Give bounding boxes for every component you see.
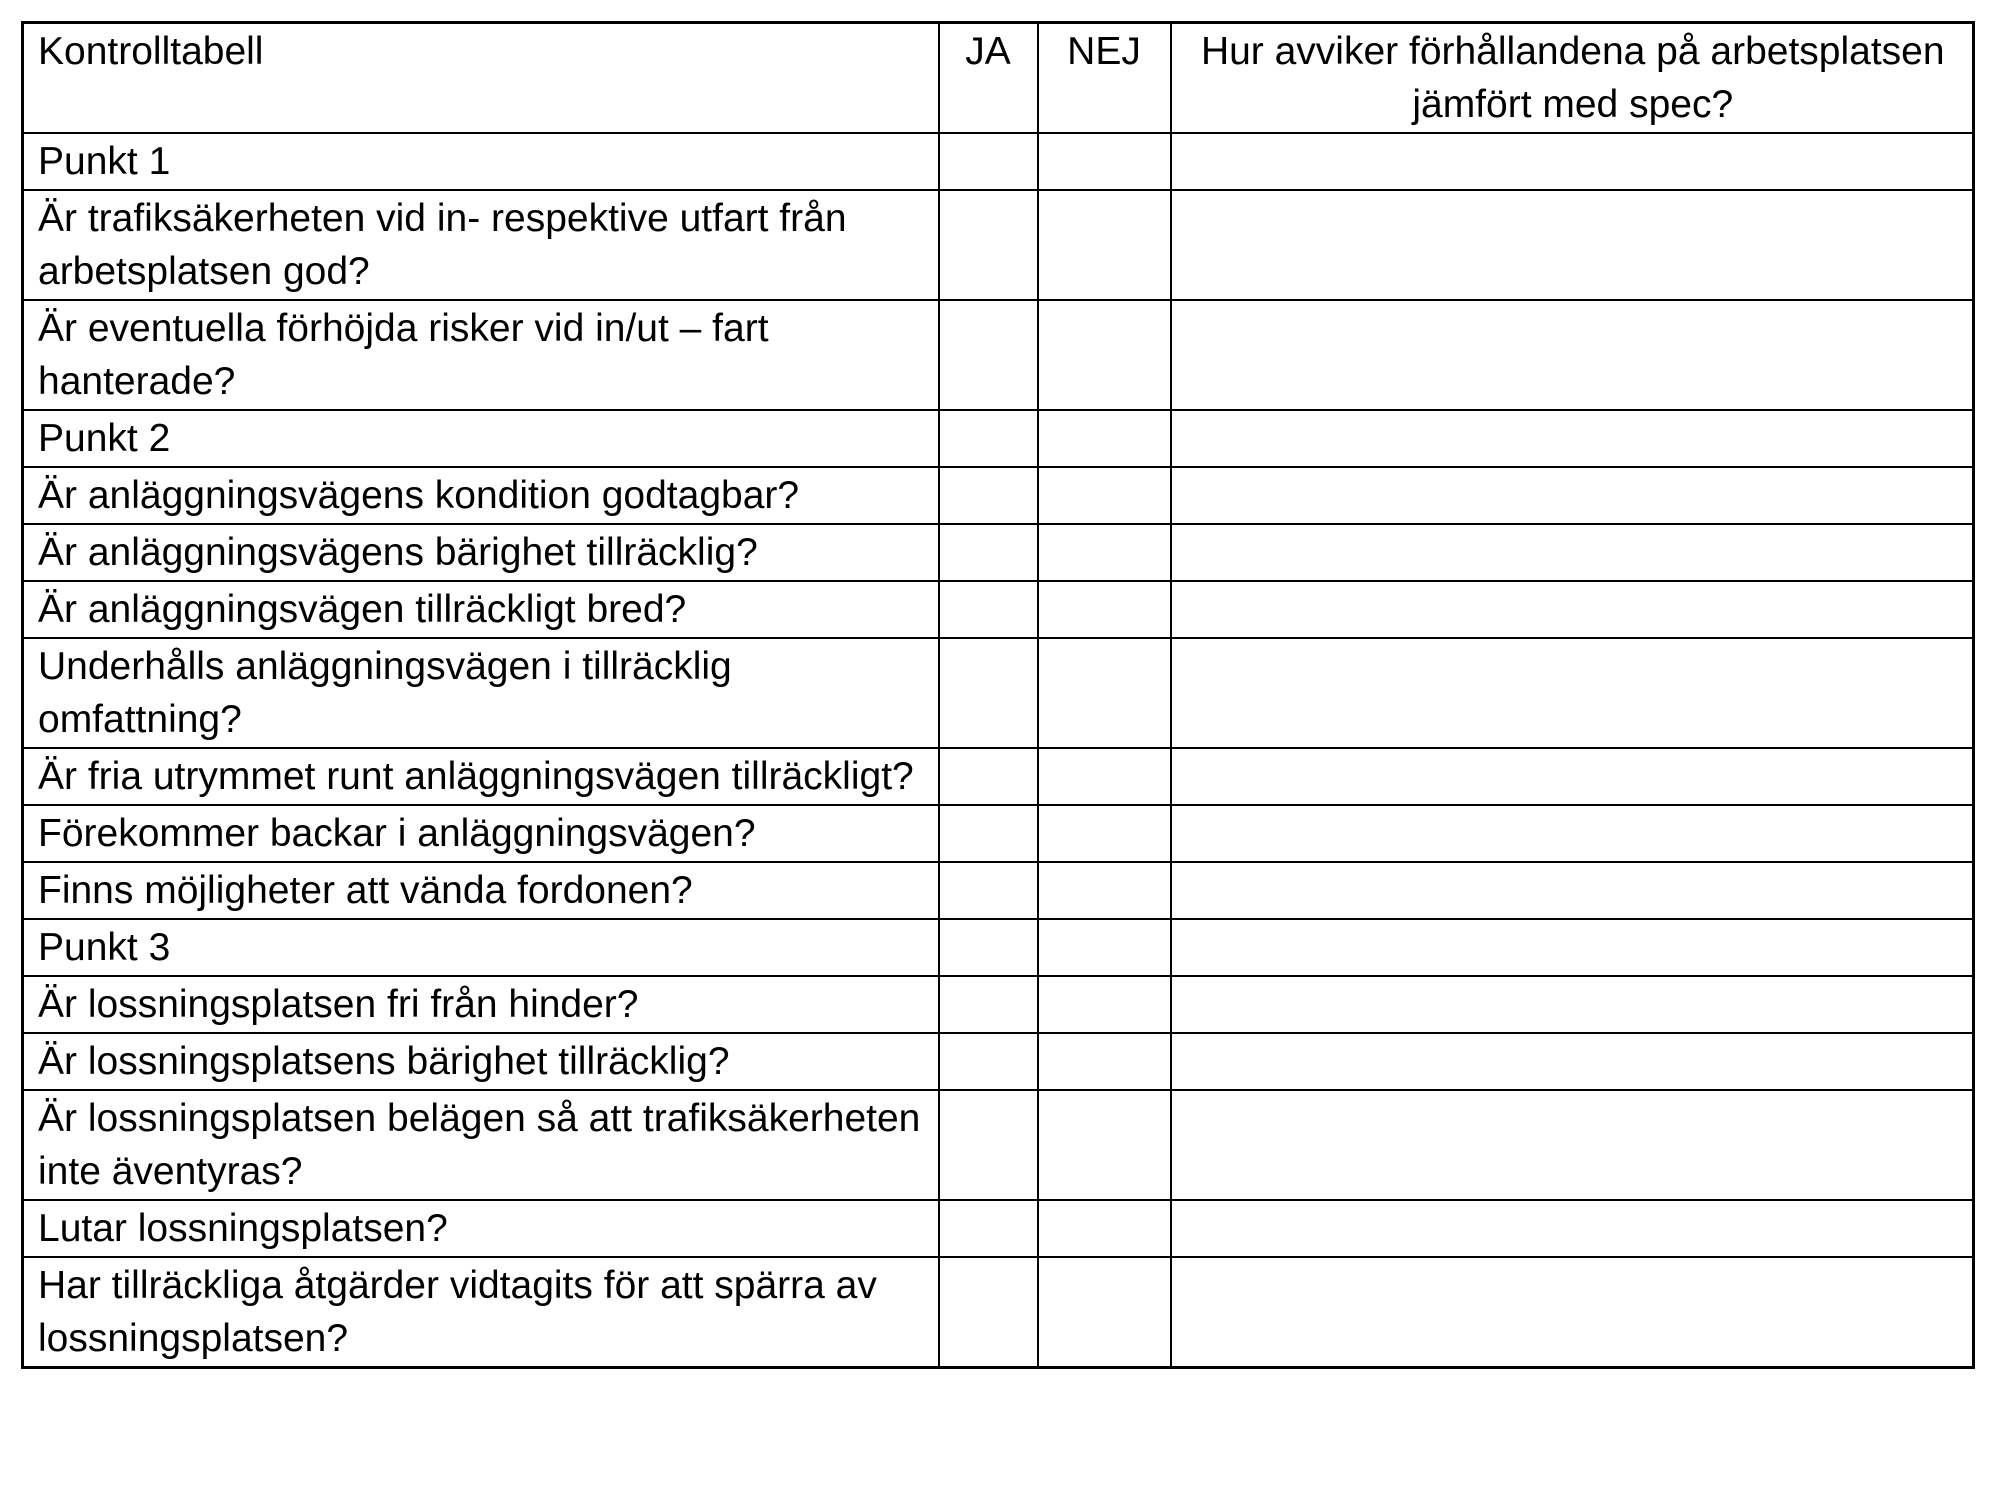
ja-cell[interactable] xyxy=(939,133,1038,190)
table-row xyxy=(23,919,1974,976)
question-cell: Är eventuella förhöjda risker vid in/ut – fart hanterade? xyxy=(23,300,939,410)
nej-cell[interactable] xyxy=(1038,524,1171,581)
ja-cell[interactable] xyxy=(939,467,1038,524)
ja-cell[interactable] xyxy=(939,638,1038,748)
table-body xyxy=(23,133,1974,1368)
nej-cell[interactable] xyxy=(1038,1200,1171,1257)
table-row xyxy=(23,1200,1974,1257)
nej-cell[interactable] xyxy=(1038,638,1171,748)
header-cell-deviation: Hur avviker förhållandena på arbetsplatsen jämfört med spec? xyxy=(1171,23,1974,134)
ja-cell[interactable] xyxy=(939,524,1038,581)
question-cell: Underhålls anläggningsvägen i tillräcklig omfattning? xyxy=(23,638,939,748)
ja-cell[interactable] xyxy=(939,1033,1038,1090)
deviation-cell[interactable] xyxy=(1171,919,1974,976)
nej-cell[interactable] xyxy=(1038,410,1171,467)
nej-cell[interactable] xyxy=(1038,919,1171,976)
table-row xyxy=(23,467,1974,524)
ja-cell[interactable] xyxy=(939,976,1038,1033)
table-row xyxy=(23,748,1974,805)
ja-cell[interactable] xyxy=(939,862,1038,919)
header-cell-ja: JA xyxy=(939,23,1038,134)
question-cell: Är anläggningsvägen tillräckligt bred? xyxy=(23,581,939,638)
table-row xyxy=(23,133,1974,190)
ja-cell[interactable] xyxy=(939,190,1038,300)
ja-cell[interactable] xyxy=(939,1257,1038,1368)
table-header xyxy=(23,23,1974,134)
nej-cell[interactable] xyxy=(1038,133,1171,190)
ja-cell[interactable] xyxy=(939,410,1038,467)
ja-cell[interactable] xyxy=(939,300,1038,410)
deviation-cell[interactable] xyxy=(1171,805,1974,862)
nej-cell[interactable] xyxy=(1038,190,1171,300)
nej-cell[interactable] xyxy=(1038,748,1171,805)
header-cell-kontrolltabell: Kontrolltabell xyxy=(23,23,939,134)
nej-cell[interactable] xyxy=(1038,1257,1171,1368)
deviation-cell[interactable] xyxy=(1171,976,1974,1033)
table-row xyxy=(23,638,1974,748)
deviation-cell[interactable] xyxy=(1171,1090,1974,1200)
question-cell: Punkt 1 xyxy=(23,133,939,190)
header-cell-nej: NEJ xyxy=(1038,23,1171,134)
question-cell: Förekommer backar i anläggningsvägen? xyxy=(23,805,939,862)
control-table xyxy=(21,21,1975,1369)
ja-cell[interactable] xyxy=(939,1200,1038,1257)
question-cell: Punkt 2 xyxy=(23,410,939,467)
question-cell: Är anläggningsvägens bärighet tillräcklig? xyxy=(23,524,939,581)
ja-cell[interactable] xyxy=(939,805,1038,862)
question-cell: Är lossningsplatsen belägen så att trafiksäkerheten inte äventyras? xyxy=(23,1090,939,1200)
table-row xyxy=(23,1033,1974,1090)
ja-cell[interactable] xyxy=(939,1090,1038,1200)
table-row xyxy=(23,805,1974,862)
question-cell: Är trafiksäkerheten vid in- respektive utfart från arbetsplatsen god? xyxy=(23,190,939,300)
table-row xyxy=(23,524,1974,581)
deviation-cell[interactable] xyxy=(1171,862,1974,919)
deviation-cell[interactable] xyxy=(1171,581,1974,638)
question-cell: Punkt 3 xyxy=(23,919,939,976)
nej-cell[interactable] xyxy=(1038,467,1171,524)
nej-cell[interactable] xyxy=(1038,1033,1171,1090)
table-row xyxy=(23,862,1974,919)
question-cell: Är lossningsplatsens bärighet tillräcklig? xyxy=(23,1033,939,1090)
nej-cell[interactable] xyxy=(1038,805,1171,862)
table-row xyxy=(23,976,1974,1033)
deviation-cell[interactable] xyxy=(1171,300,1974,410)
table-row xyxy=(23,581,1974,638)
nej-cell[interactable] xyxy=(1038,1090,1171,1200)
ja-cell[interactable] xyxy=(939,748,1038,805)
deviation-cell[interactable] xyxy=(1171,190,1974,300)
header-row xyxy=(23,23,1974,134)
table-row xyxy=(23,410,1974,467)
deviation-cell[interactable] xyxy=(1171,748,1974,805)
deviation-cell[interactable] xyxy=(1171,524,1974,581)
question-cell: Är anläggningsvägens kondition godtagbar? xyxy=(23,467,939,524)
ja-cell[interactable] xyxy=(939,581,1038,638)
question-cell: Lutar lossningsplatsen? xyxy=(23,1200,939,1257)
deviation-cell[interactable] xyxy=(1171,1033,1974,1090)
question-cell: Är lossningsplatsen fri från hinder? xyxy=(23,976,939,1033)
ja-cell[interactable] xyxy=(939,919,1038,976)
nej-cell[interactable] xyxy=(1038,976,1171,1033)
deviation-cell[interactable] xyxy=(1171,133,1974,190)
question-cell: Har tillräckliga åtgärder vidtagits för att spärra av lossningsplatsen? xyxy=(23,1257,939,1368)
table-row xyxy=(23,300,1974,410)
nej-cell[interactable] xyxy=(1038,862,1171,919)
table-row xyxy=(23,190,1974,300)
deviation-cell[interactable] xyxy=(1171,638,1974,748)
nej-cell[interactable] xyxy=(1038,581,1171,638)
deviation-cell[interactable] xyxy=(1171,410,1974,467)
table-row xyxy=(23,1257,1974,1368)
question-cell: Finns möjligheter att vända fordonen? xyxy=(23,862,939,919)
deviation-cell[interactable] xyxy=(1171,467,1974,524)
deviation-cell[interactable] xyxy=(1171,1200,1974,1257)
table-row xyxy=(23,1090,1974,1200)
nej-cell[interactable] xyxy=(1038,300,1171,410)
question-cell: Är fria utrymmet runt anläggningsvägen tillräckligt? xyxy=(23,748,939,805)
deviation-cell[interactable] xyxy=(1171,1257,1974,1368)
